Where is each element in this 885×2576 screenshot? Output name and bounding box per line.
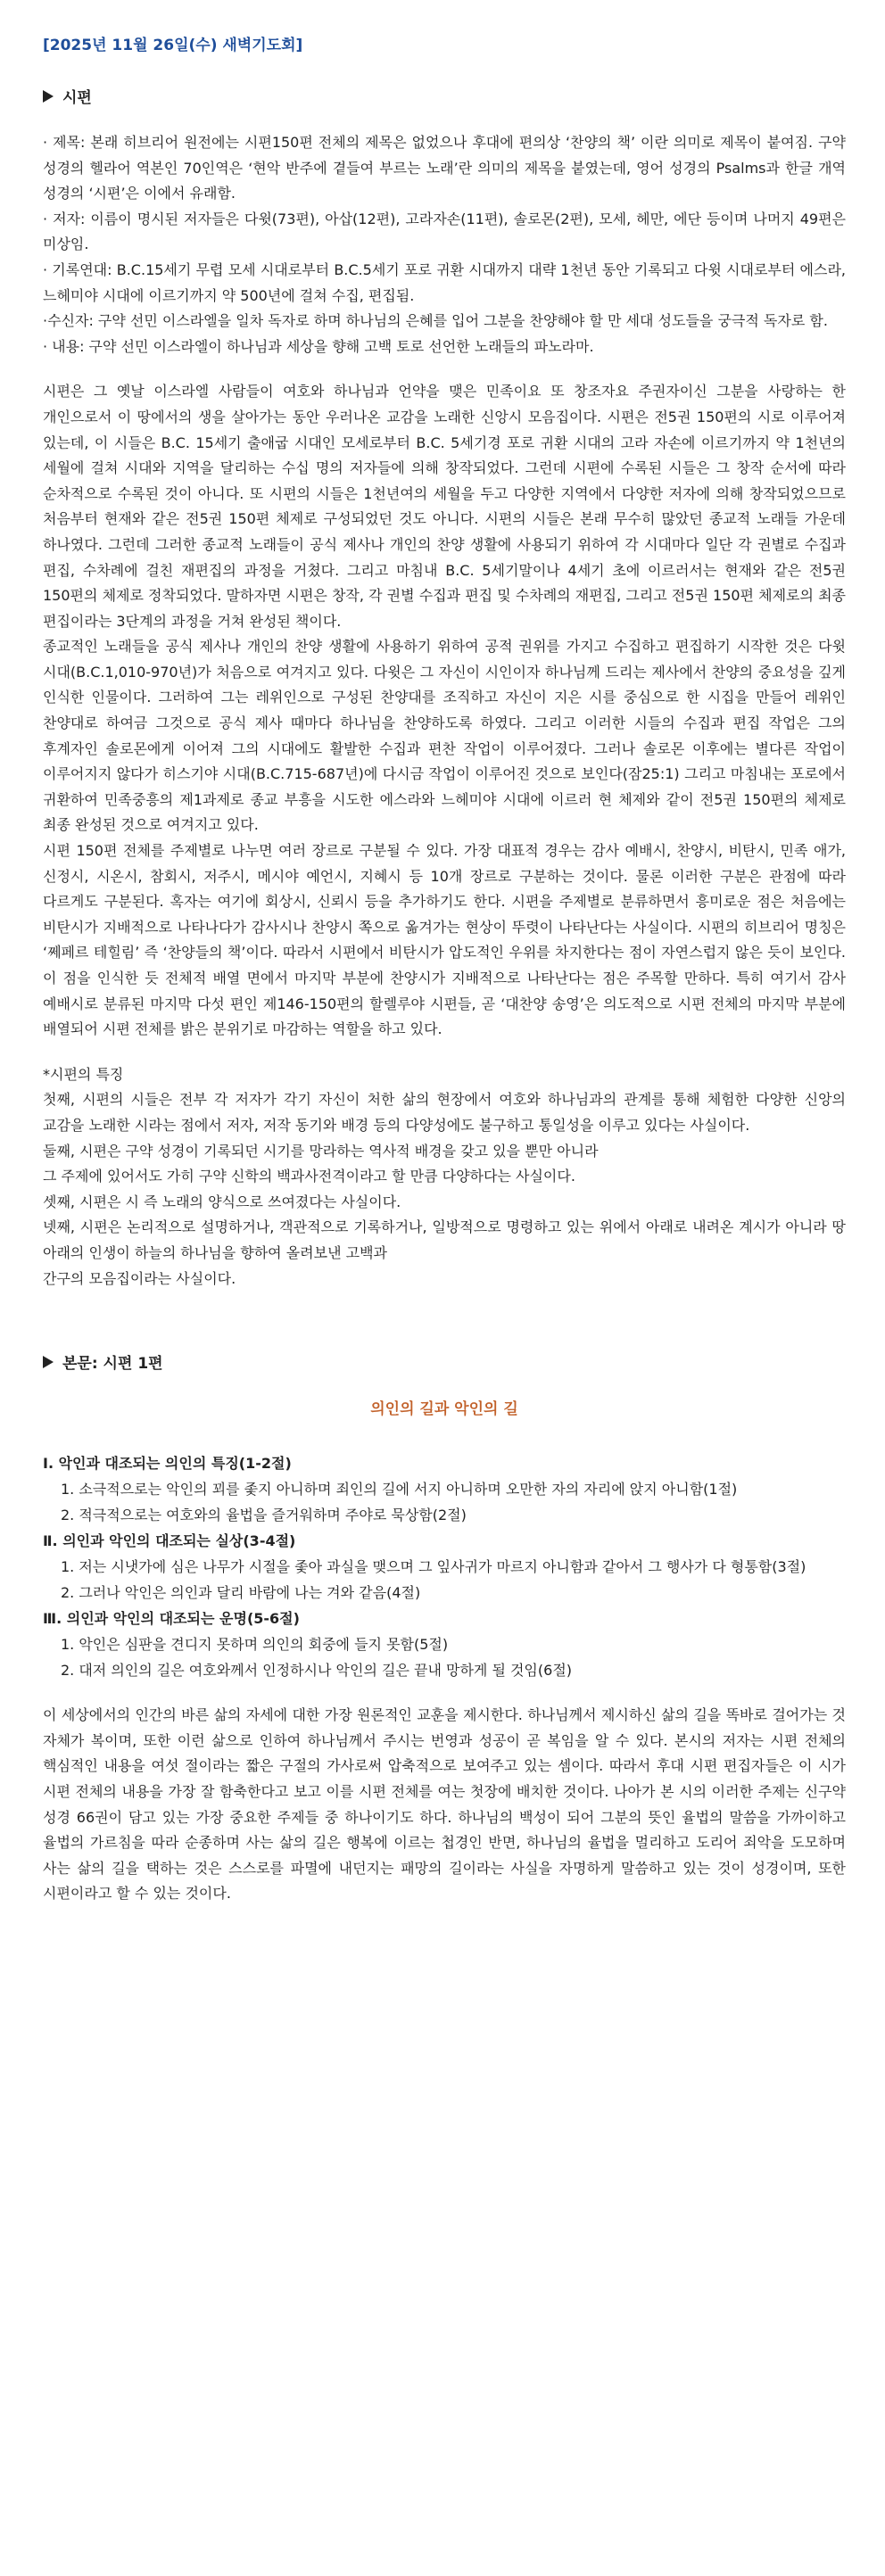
- outline-item: 2. 적극적으로는 여호와의 율법을 즐거워하며 주야로 묵상함(2절): [61, 1507, 467, 1524]
- intro-item-content: · 내용: 구약 선민 이스라엘이 하나님과 세상을 향해 고백 토로 선언한 노래들의 파노라마.: [43, 337, 594, 355]
- outline-item: 1. 악인은 심판을 견디지 못하며 의인의 회중에 들지 못함(5절): [61, 1636, 449, 1654]
- feature-item: 넷째, 시편은 논리적으로 설명하거나, 객관적으로 기록하거나, 일방적으로 명령하고 있는 위에서 아래로 내려온 계시가 아니라 땅 아래의 인생이 하늘의 하나님을 향하여 올려보낸 고백과: [43, 1218, 846, 1261]
- outline-item: 2. 그러나 악인은 의인과 달리 바람에 나는 겨와 같음(4절): [61, 1584, 421, 1602]
- outline-heading: Ⅱ. 의인과 악인의 대조되는 실상(3-4절): [43, 1532, 296, 1550]
- body-paragraph: 종교적인 노래들을 공식 제사나 개인의 찬양 생활에 사용하기 위하여 공적 권위를 가지고 수집하고 편집하기 시작한 것은 다윗 시대(B.C.1,010-970년)가 처음으로 여겨지고 있다. 다윗은 그 자신이 시인이자 하나님께 드리는 제사에서 찬양의 중요성을 깊게 인식한 인물이다. 그러하여 그는 레위인으로 구성된 찬양대를 조직하고 자신이 지은 시를 중심으로 한 시집을 만들어 레위인 찬양대로 하여금 그것으로 공식 제사 때마다 하나님을 찬양하도록 하였다. 그리고 이러한 시들의 수집과 편집 작업은 그의 후계자인 솔로몬에게 이어져 그의 시대에도 활발한 수집과 편찬 작업이 이루어졌다. 그러나 솔로몬 이후에는 별다른 작업이 이루어지지 않다가 히스기야 시대(B.C.715-687년)에 다시금 작업이 이루어진 것으로 보인다(잠25:1) 그리고 마침내는 포로에서 귀환하여 민족중흥의 제1과제로 종교 부흥을 시도한 에스라와 느헤미야 시대에 이르러 현 체제와 같이 전5권 150편의 체제로 최종 완성된 것으로 여겨지고 있다.: [43, 638, 846, 834]
- sermon-outline: [43, 1450, 846, 1683]
- intro-item-title: · 제목: 본래 히브리어 원전에는 시편150편 전체의 제목은 없었으나 후대에 편의상 ‘찬양의 책’ 이란 의미로 제목이 붙여짐. 구약 성경의 헬라어 역본인 70인역은 ‘현악 반주에 곁들여 부르는 노래’란 의미의 제목을 붙였는데, 영어 성경의 Psalms과 한글 개역 성경의 ‘시편’은 이에서 유래함.: [43, 134, 846, 202]
- intro-item-recipient: ·수신자: 구약 선민 이스라엘을 일차 독자로 하며 하나님의 은혜를 입어 그분을 찬양해야 할 만 세대 성도들을 궁극적 독자로 함.: [43, 312, 828, 330]
- intro-item-author: · 저자: 이름이 명시된 저자들은 다윗(73편), 아삽(12편), 고라자손(11편), 솔로몬(2편), 모세, 헤만, 에단 등이며 나머지 49편은 미상임.: [43, 210, 846, 253]
- intro-item-date: · 기록연대: B.C.15세기 무렵 모세 시대로부터 B.C.5세기 포로 귀환 시대까지 대략 1천년 동안 기록되고 다윗 시대로부터 에스라, 느헤미야 시대에 이르기까지 약 500년에 걸쳐 수집, 편집됨.: [43, 260, 846, 304]
- feature-item: 그 주제에 있어서도 가히 구약 신학의 백과사전격이라고 할 만큼 다양하다는 사실이다.: [43, 1168, 575, 1185]
- outline-item: 1. 저는 시냇가에 심은 나무가 시절을 좇아 과실을 맺으며 그 잎사귀가 마르지 아니함과 같아서 그 행사가 다 형통함(3절): [61, 1558, 806, 1576]
- section-title-text: 본문: 시편 1편: [62, 1355, 163, 1374]
- triangle-bullet-icon: [43, 1356, 54, 1368]
- section-title-psalms: [43, 85, 846, 107]
- outline-heading: Ⅰ. 악인과 대조되는 의인의 특징(1-2절): [43, 1455, 292, 1473]
- body-paragraph: 시편 150편 전체를 주제별로 나누면 여러 장르로 구분될 수 있다. 가장 대표적 경우는 감사 예배시, 찬양시, 비탄시, 민족 애가, 신정시, 시온시, 참회시, 저주시, 메시야 예언시, 지혜시 등 10개 장르로 구분하는 것이다. 물론 이러한 구분은 관점에 따라 다르게도 구분된다. 혹자는 여기에 회상시, 신뢰시 등을 추가하기도 한다. 시편을 주제별로 분류하면서 흥미로운 점은 처음에는 비탄시가 지배적으로 나타나다가 감사시나 찬양시 쪽으로 옮겨가는 현상이 뚜렷이 나타난다는 사실이다. 시편의 히브리어 명칭은 ‘쩨페르 테힐림’ 즉 ‘찬양들의 책’이다. 따라서 시편에서 비탄시가 압도적인 우위를 차지한다는 점이 자연스럽지 않은 듯이 보인다. 이 점을 인식한 듯 전체적 배열 면에서 마지막 부분에 찬양시가 지배적으로 나타난다는 점은 주목할 만하다. 특히 여기서 감사 예배시로 분류된 마지막 다섯 편인 제146-150편의 할렐루야 시편들, 곧 ‘대찬양 송영’은 의도적으로 시편 전체의 마지막 부분에 배열되어 시편 전체를 밝은 분위기로 마감하는 역할을 하고 있다.: [43, 842, 846, 1038]
- intro-list: [43, 130, 846, 359]
- triangle-bullet-icon: [43, 90, 54, 103]
- section-title-text: 시편: [62, 89, 92, 107]
- feature-item: 간구의 모음집이라는 사실이다.: [43, 1269, 236, 1287]
- section-title-text-passage: [43, 1350, 846, 1373]
- document-page: [43, 32, 846, 1907]
- feature-item: 둘째, 시편은 구약 성경이 기록되던 시기를 망라하는 역사적 배경을 갖고 있을 뿐만 아니라: [43, 1142, 599, 1160]
- outline-item: 2. 대저 의인의 길은 여호와께서 인정하시나 악인의 길은 끝내 망하게 될 것임(6절): [61, 1662, 573, 1680]
- features-title: *시편의 특징: [43, 1065, 124, 1083]
- page-header-date: [2025년 11월 26일(수) 새벽기도회]: [43, 37, 303, 54]
- feature-item: 셋째, 시편은 시 즉 노래의 양식으로 쓰여졌다는 사실이다.: [43, 1193, 401, 1210]
- sermon-title: 의인의 길과 악인의 길: [370, 1400, 518, 1419]
- outline-heading: Ⅲ. 의인과 악인의 대조되는 운명(5-6절): [43, 1610, 300, 1628]
- body-paragraph: 시편은 그 옛날 이스라엘 사람들이 여호와 하나님과 언약을 맺은 민족이요 또 창조자요 주권자이신 그분을 사랑하는 한 개인으로서 이 땅에서의 생을 살아가는 동안 우러나온 교감을 노래한 신앙시 모음집이다. 시편은 전5권 150편의 시로 이루어져 있는데, 이 시들은 B.C. 15세기 출애굽 시대인 모세로부터 B.C. 5세기경 포로 귀환 시대의 고라 자손에 이르기까지 약 1천년의 세월에 걸쳐 시대와 지역을 달리하는 수십 명의 저자들에 의해 창작되었다. 그런데 시편에 수록된 시들은 그 창작 순서에 따라 순차적으로 수록된 것이 아니다. 또 시편의 시들은 1천년여의 세월을 두고 다양한 지역에서 다양한 저자에 의해 창작되었으므로 처음부터 현재와 같은 전5권 150편 체제로 구성되었던 것도 아니다. 시편의 시들은 본래 무수히 많았던 종교적 노래들 가운데 하나였다. 그런데 그러한 종교적 노래들이 공식 제사나 개인의 찬양 생활에 사용되기 위하여 각 시대마다 일단 각 권별로 수집과 편집, 수차례에 걸친 재편집의 과정을 거쳤다. 그리고 마침내 B.C. 5세기말이나 4세기 초에 이르러서는 현재와 같은 전5권 150편의 체제로 정착되었다. 말하자면 시편은 창작, 각 권별 수집과 편집 및 수차례의 재편집, 그리고 전5권 150편 체제로의 최종 편집이라는 3단계의 과정을 거쳐 완성된 책이다.: [43, 383, 846, 630]
- outline-item: 1. 소극적으로는 악인의 꾀를 좇지 아니하며 죄인의 길에 서지 아니하며 오만한 자의 자리에 앉지 아니함(1절): [61, 1481, 738, 1499]
- feature-item: 첫째, 시편의 시들은 전부 각 저자가 각기 자신이 처한 삶의 현장에서 여호와 하나님과의 관계를 통해 체험한 다양한 신앙의 교감을 노래한 시라는 점에서 저자, 저작 동기와 배경 등의 다양성에도 불구하고 통일성을 이루고 있다는 사실이다.: [43, 1091, 846, 1134]
- conclusion-paragraph: 이 세상에서의 인간의 바른 삶의 자세에 대한 가장 원론적인 교훈을 제시한다. 하나님께서 제시하신 삶의 길을 똑바로 걸어가는 것 자체가 복이며, 또한 이런 삶으로 인하여 하나님께서 주시는 번영과 성공이 곧 복임을 알 수 있다. 본시의 저자는 시편 전체의 핵심적인 내용을 여섯 절이라는 짧은 구절의 가사로써 압축적으로 보여주고 있는 셈이다. 따라서 후대 시편 편집자들은 이 시가 시편 전체의 내용을 가장 잘 함축한다고 보고 이를 시편 전체를 여는 첫장에 배치한 것이다. 나아가 본 시의 이러한 주제는 신구약 성경 66권이 담고 있는 가장 중요한 주제들 중 하나이기도 하다. 하나님의 백성이 되어 그분의 뜻인 율법의 말씀을 가까이하고 율법의 가르침을 따라 순종하며 사는 삶의 길은 행복에 이르는 첩경인 반면, 하나님의 율법을 멀리하고 도리어 죄악을 도모하며 사는 삶의 길을 택하는 것은 스스로를 파멸에 내던지는 패망의 길이라는 사실을 자명하게 말씀하고 있는 것이 성경이며, 또한 시편이라고 할 수 있는 것이다.: [43, 1706, 846, 1903]
